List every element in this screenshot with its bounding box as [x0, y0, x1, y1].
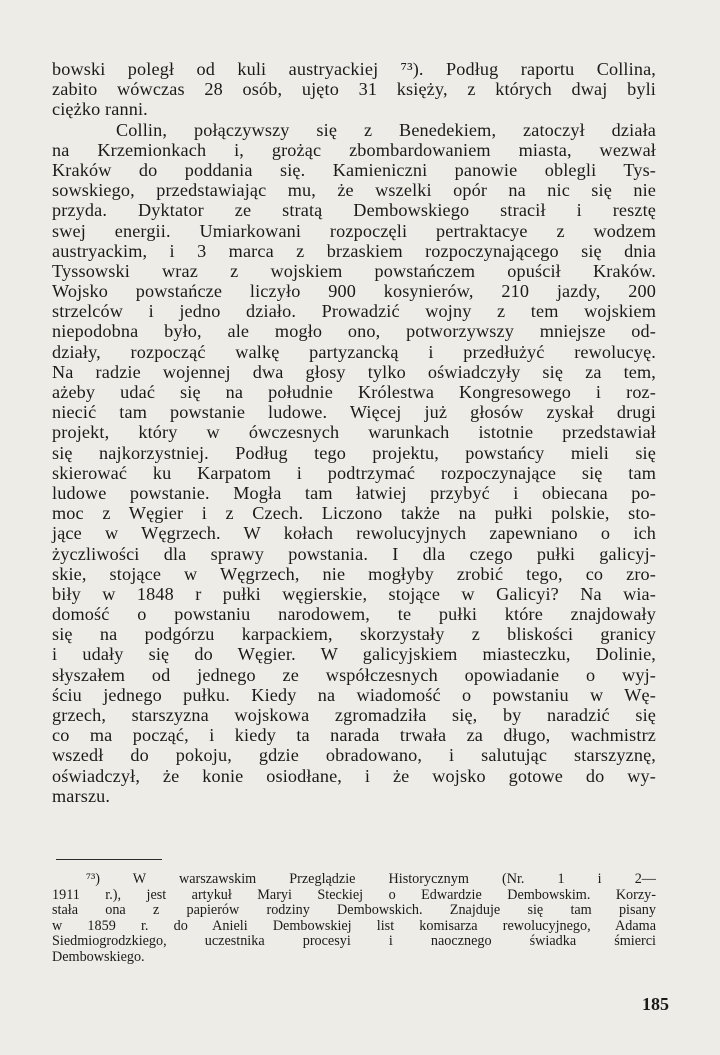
page-number: 185	[642, 994, 669, 1014]
text-line: ludowe powstanie. Mogła tam łatwiej przybyć i obiecana po-	[52, 482, 656, 503]
text-line: zabito wówczas 28 osób, ujęto 31 księży, z których dwaj byli	[52, 79, 656, 100]
footnote-line: ⁷³) W warszawskim Przeglądzie Historycznym (Nr. 1 i 2—	[86, 871, 656, 887]
text-line: Wojsko powstańcze liczyło 900 kosynierów, 210 jazdy, 200	[52, 281, 656, 302]
text-line: ściu jednego pułku. Kiedy na wiadomość o powstaniu w Wę-	[52, 684, 656, 705]
text-line: Na radzie wojennej dwa głosy tylko oświadczyły się za tem,	[52, 361, 656, 382]
body-text	[52, 59, 656, 806]
text-line: przyda. Dyktator ze stratą Dembowskiego stracił i resztę	[52, 200, 656, 221]
text-line: austryackim, i 3 marca z brzaskiem rozpoczynającego się dnia	[52, 240, 656, 261]
text-line: wszedł do pokoju, gdzie obradowano, i salutując starszyznę,	[52, 745, 656, 766]
text-line: skie, stojące w Węgrzech, nie mogłyby zrobić tego, co zro-	[52, 563, 656, 584]
footnote	[52, 872, 656, 966]
footnote-divider	[56, 859, 162, 860]
text-line: oświadczył, że konie osiodłane, i że wojsko gotowe do wy-	[52, 765, 656, 786]
footnote-line: 1911 r.), jest artykuł Maryi Steckiej o Edwardzie Dembowskim. Korzy-	[52, 886, 656, 903]
text-line: skierować ku Karpatom i podtrzymać rozpoczynające się tam	[52, 462, 656, 483]
text-line: się najkorzystniej. Podług tego projektu, powstańcy mieli się	[52, 442, 656, 463]
text-line: i udały się do Węgier. W galicyjskiem miasteczku, Dolinie,	[52, 644, 656, 665]
text-line: ciężko ranni.	[52, 99, 148, 120]
text-line: sowskiego, przedstawiając mu, że wszelki opór na nic się nie	[52, 180, 656, 201]
text-line: marszu.	[52, 785, 111, 806]
text-line: Kraków do poddania się. Kamieniczni panowie oblegli Tys-	[52, 159, 656, 180]
text-line: biły w 1848 r pułki węgierskie, stojące w Galicyi? Na wia-	[52, 583, 656, 604]
text-line: niepodobna było, ale mogło ono, potworzywszy mniejsze od-	[52, 321, 656, 342]
text-line: życzliwości dla sprawy powstania. I dla czego pułki galicyj-	[52, 543, 656, 564]
text-line: jące w Węgrzech. W kołach rewolucyjnych zapewniano o ich	[52, 523, 656, 544]
text-line: niecić tam powstanie ludowe. Więcej już głosów zyskał drugi	[52, 402, 656, 423]
text-line: słyszałem od jednego ze współczesnych opowiadanie o wyj-	[52, 664, 656, 685]
text-line: strzelców i jedno działo. Prowadzić wojny z tem wojskiem	[52, 301, 656, 322]
text-line: Collin, połączywszy się z Benedekiem, zatoczył działa	[116, 119, 656, 140]
text-line: Tyssowski wraz z wojskiem powstańczem opuścił Kraków.	[52, 260, 656, 281]
text-line: grzech, starszyzna wojskowa zgromadziła się, by naradzić się	[52, 705, 656, 725]
text-line: moc z Węgier i z Czech. Liczono także na pułki polskie, sto-	[52, 503, 656, 524]
footnote-line: Siedmiogrodzkiego, uczestnika procesyi i naocznego świadka śmierci	[52, 933, 656, 950]
footnote-line: Dembowskiego.	[52, 948, 145, 965]
text-line: swej energii. Umiarkowani rozpoczęli pertraktacye z wodzem	[52, 220, 656, 241]
text-line: działy, rozpocząć walkę partyzancką i przedłużyć rewolucyę.	[52, 341, 656, 362]
text-line: projekt, który w ówczesnych warunkach istotnie przedstawiał	[52, 422, 656, 443]
text-line: domość o powstaniu narodowem, te pułki które znajdowały	[52, 604, 656, 625]
text-line: się na podgórzu karpackiem, skorzystały z bliskości granicy	[52, 624, 656, 645]
text-line: bowski poległ od kuli austryackiej ⁷³). Podług raportu Collina,	[52, 59, 656, 79]
text-line: na Krzemionkach i, grożąc zbombardowaniem miasta, wezwał	[52, 139, 656, 160]
text-line: co ma począć, i kiedy ta narada trwała za długo, wachmistrz	[52, 725, 656, 746]
text-line: ażeby udać się na południe Królestwa Kongresowego i roz-	[52, 382, 656, 402]
footnote-line: w 1859 r. do Anieli Dembowskiej list komisarza rewolucyjnego, Adama	[52, 917, 656, 934]
footnote-line: stała ona z papierów rodziny Dembowskich. Znajduje się tam pisany	[52, 902, 656, 919]
